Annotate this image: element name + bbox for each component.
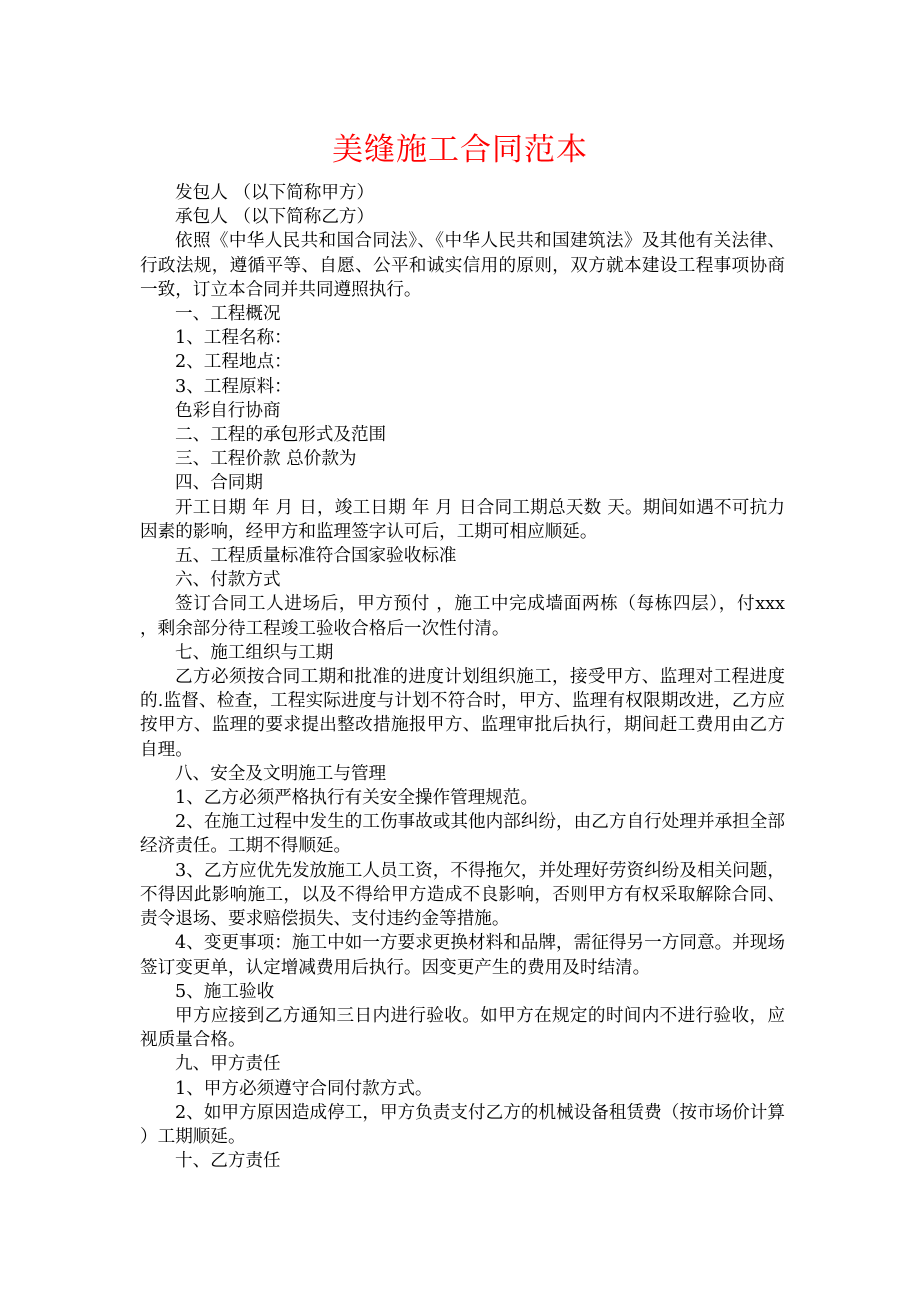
paragraph: 1、乙方必须严格执行有关安全操作管理规范。 — [175, 788, 539, 809]
section-heading: 四、合同期 — [175, 473, 263, 494]
section-heading: 三、工程价款 总价款为 — [175, 449, 357, 470]
paragraph: 乙方必须按合同工期和批准的进度计划组织施工，接受甲方、监理对工程进度的.监督、检查，工程实际进度与计划不符合时，甲方、监理有权限期改进，乙方应按甲方、监理的要求提出整改措施报甲方、监理审批后执行，期间赶工费用由乙方自理。 — [140, 667, 785, 760]
paragraph: 4、变更事项：施工中如一方要求更换材料和品牌，需征得另一方同意。并现场签订变更单，认定增减费用后执行。因变更产生的费用及时结清。 — [140, 933, 785, 978]
paragraph: 2、在施工过程中发生的工伤事故或其他内部纠纷，由乙方自行处理并承担全部经济责任。工期不得顺延。 — [140, 812, 785, 857]
section-heading: 六、付款方式 — [175, 570, 281, 591]
paragraph: 承包人 （以下简称乙方） — [175, 207, 375, 228]
section-heading: 二、工程的承包形式及范围 — [175, 425, 387, 446]
paragraph: 发包人 （以下简称甲方） — [175, 183, 375, 203]
section-heading: 七、施工组织与工期 — [175, 642, 334, 663]
document-body — [140, 181, 785, 1173]
paragraph: 依照《中华人民共和国合同法》、《中华人民共和国建筑法》及其他有关法律、行政法规，遵循平等、自愿、公平和诚实信用的原则，双方就本建设工程事项协商一致，订立本合同并共同遵照执行。 — [140, 231, 785, 300]
section-heading: 五、工程质量标准符合国家验收标准 — [175, 546, 457, 567]
paragraph: 3、乙方应优先发放施工人员工资，不得拖欠，并处理好劳资纠纷及相关问题，不得因此影响施工，以及不得给甲方造成不良影响，否则甲方有权采取解除合同、责令退场、要求赔偿损失、支付违约金等措施。 — [140, 860, 785, 930]
section-heading: 八、安全及文明施工与管理 — [175, 763, 387, 784]
paragraph: 1、工程名称： — [175, 328, 292, 349]
paragraph: 3、工程原料： — [175, 376, 292, 397]
document-title: 美缝施工合同范本 — [332, 132, 588, 168]
section-heading: 十、乙方责任 — [175, 1151, 281, 1172]
paragraph: 色彩自行协商 — [175, 400, 281, 421]
paragraph: 2、工程地点： — [175, 352, 292, 373]
section-heading: 九、甲方责任 — [175, 1054, 281, 1075]
paragraph: 签订合同工人进场后，甲方预付 ，施工中完成墙面两栋（每栋四层），付xxx ，剩余部分待工程竣工验收合格后一次性付清。 — [140, 594, 785, 639]
paragraph: 5、施工验收 — [175, 981, 275, 1002]
paragraph: 2、如甲方原因造成停工，甲方负责支付乙方的机械设备租赁费（按市场价计算）工期顺延。 — [140, 1102, 785, 1147]
paragraph: 1、甲方必须遵守合同付款方式。 — [175, 1078, 433, 1099]
paragraph: 开工日期 年 月 日，竣工日期 年 月 日合同工期总天数 天。期间如遇不可抗力因素的影响，经甲方和监理签字认可后，工期可相应顺延。 — [140, 497, 785, 542]
section-heading: 一、工程概况 — [175, 304, 281, 325]
paragraph: 甲方应接到乙方通知三日内进行验收。如甲方在规定的时间内不进行验收，应视质量合格。 — [140, 1005, 785, 1051]
